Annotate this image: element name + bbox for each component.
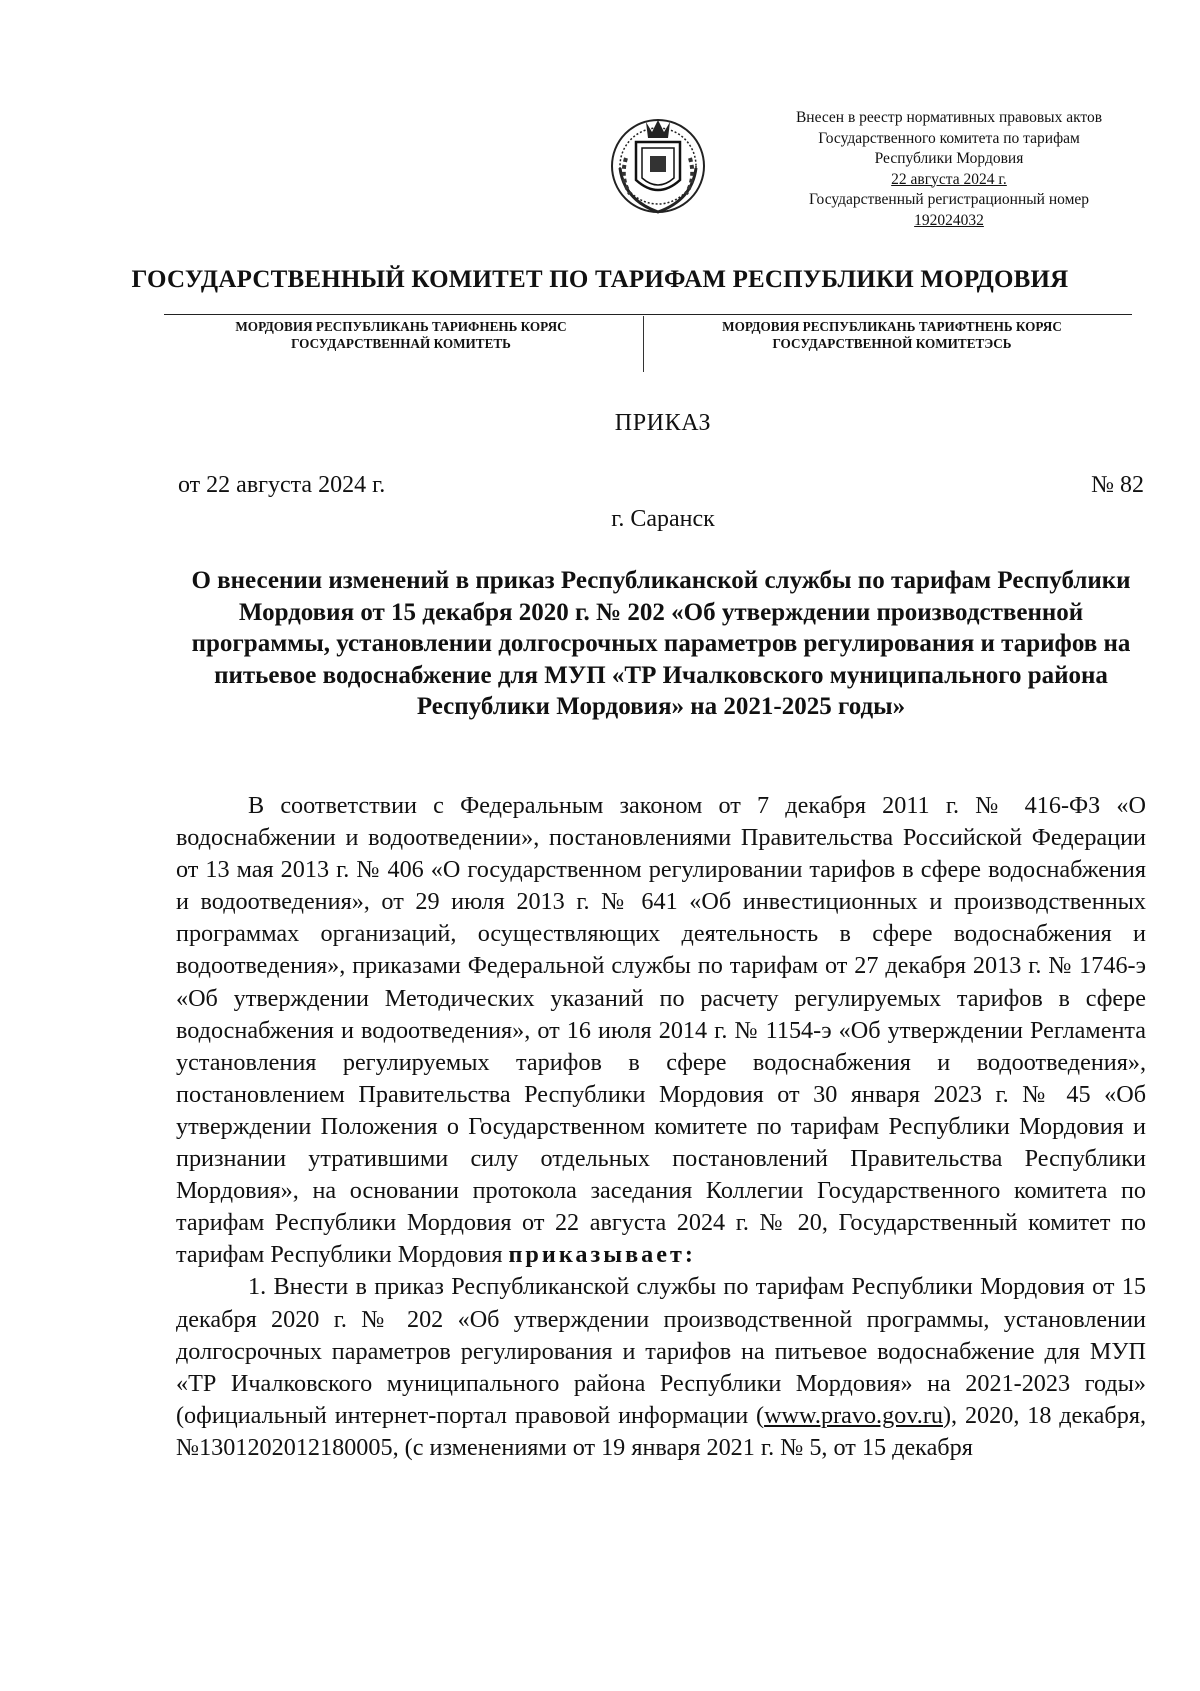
paragraph-1-text: В соответствии с Федеральным законом от 7 декабря 2011 г. № 416-ФЗ «О водоснабжении и водоотведении», постановлениями Правительства Российской Федерации от 13 мая 2013 г. № 406 «О государственном регулировании тарифов в сфере водоснабжения и водоотведения», от 29 июля 2013 г. № 641 «Об инвестиционных и производственных программах организаций, осуществляющих деятельность в сфере водоснабжения и водоотведения», приказами Федеральной службы по тарифам от 27 декабря 2013 г. № 1746-э «Об утверждении Методических указаний по расчету регулируемых тарифов в сфере водоснабжения и водоотведения», от 16 июля 2014 г. № 1154-э «Об утверждении Регламента установления регулируемых тарифов в сфере водоснабжения и водоотведения», постановлением Правительства Республики Мордовия от 30 января 2023 г. № 45 «Об утверждении Положения о Государственном комитете по тарифам Республики Мордовия и признании утратившими силу отдельных постановлений Правительства Республики Мордовия», на основании протокола заседания Коллегии Государственного комитета по тарифам Республики Мордовия от 22 августа 2024 г. № 20, Государственный комитет по тарифам Республики Мордовия [176, 792, 1146, 1269]
body-paragraph-1 [176, 790, 1146, 1271]
paragraph-2-text-a: 1. Внести в приказ Республиканской службы по тарифам Республики Мордовия от 15 декабря 2020 г. № 202 «Об утверждении производственной программы, установлении долгосрочных параметров регулирования и тарифов на питьевое водоснабжение для МУП «ТР Ичалковского муниципального района Республики Мордовия» на 2021-2023 годы» (официальный интернет-портал правовой информации ( [176, 1273, 1146, 1429]
orders-keyword: приказывает: [508, 1241, 696, 1269]
subtitle-right-line-2: ГОСУДАРСТВЕННОЙ КОМИТЕТЭСЬ [772, 336, 1012, 351]
registry-number: 192024032 [914, 211, 984, 229]
coat-of-arms-emblem [606, 108, 710, 220]
document-body [176, 790, 1146, 1464]
registry-note [752, 108, 1146, 231]
document-heading: О внесении изменений в приказ Республиканской службы по тарифам Республики Мордовия от 15 декабря 2020 г. № 202 «Об утверждении производственной программы, установлении долгосрочных параметров регулирования и тарифов на питьевое водоснабжение для МУП «ТР Ичалковского муниципального района Республики Мордовия» на 2021-2025 годы» [191, 567, 1131, 720]
subtitle-left-line-1: МОРДОВИЯ РЕСПУБЛИКАНЬ ТАРИФНЕНЬ КОРЯС [235, 319, 567, 334]
document-city: г. Саранск [611, 506, 715, 532]
registry-line-2: Государственного комитета по тарифам [818, 129, 1080, 147]
subtitle-right-line-1: МОРДОВИЯ РЕСПУБЛИКАНЬ ТАРИФТНЕНЬ КОРЯС [722, 319, 1062, 334]
committee-title: ГОСУДАРСТВЕННЫЙ КОМИТЕТ ПО ТАРИФАМ РЕСПУБЛИКИ МОРДОВИЯ [131, 266, 1069, 293]
paragraph-2-text-b: ), 2020, 18 декабря, №1301202012180005, (с изменениями от 19 января 2021 г. № 5, от 15 декабря [176, 1401, 1146, 1461]
pravo-gov-link[interactable]: www.pravo.gov.ru [764, 1401, 943, 1429]
subtitle-right [652, 318, 1132, 352]
registry-line-3: Республики Мордовия [874, 150, 1024, 167]
registry-date: 22 августа 2024 г. [891, 170, 1007, 188]
header-rule [164, 314, 1132, 315]
document-date: от 22 августа 2024 г. [178, 472, 386, 498]
subtitle-left [168, 318, 634, 352]
registry-number-label: Государственный регистрационный номер [808, 191, 1090, 208]
subtitle-left-line-2: ГОСУДАРСТВЕННАЙ КОМИТЕТЬ [291, 336, 511, 351]
subtitle-divider [643, 316, 644, 372]
registry-line-1: Внесен в реестр нормативных правовых актов [795, 109, 1103, 126]
document-type: ПРИКАЗ [614, 410, 712, 436]
document-number: № 82 [1091, 472, 1144, 498]
body-paragraph-2 [176, 1271, 1146, 1464]
